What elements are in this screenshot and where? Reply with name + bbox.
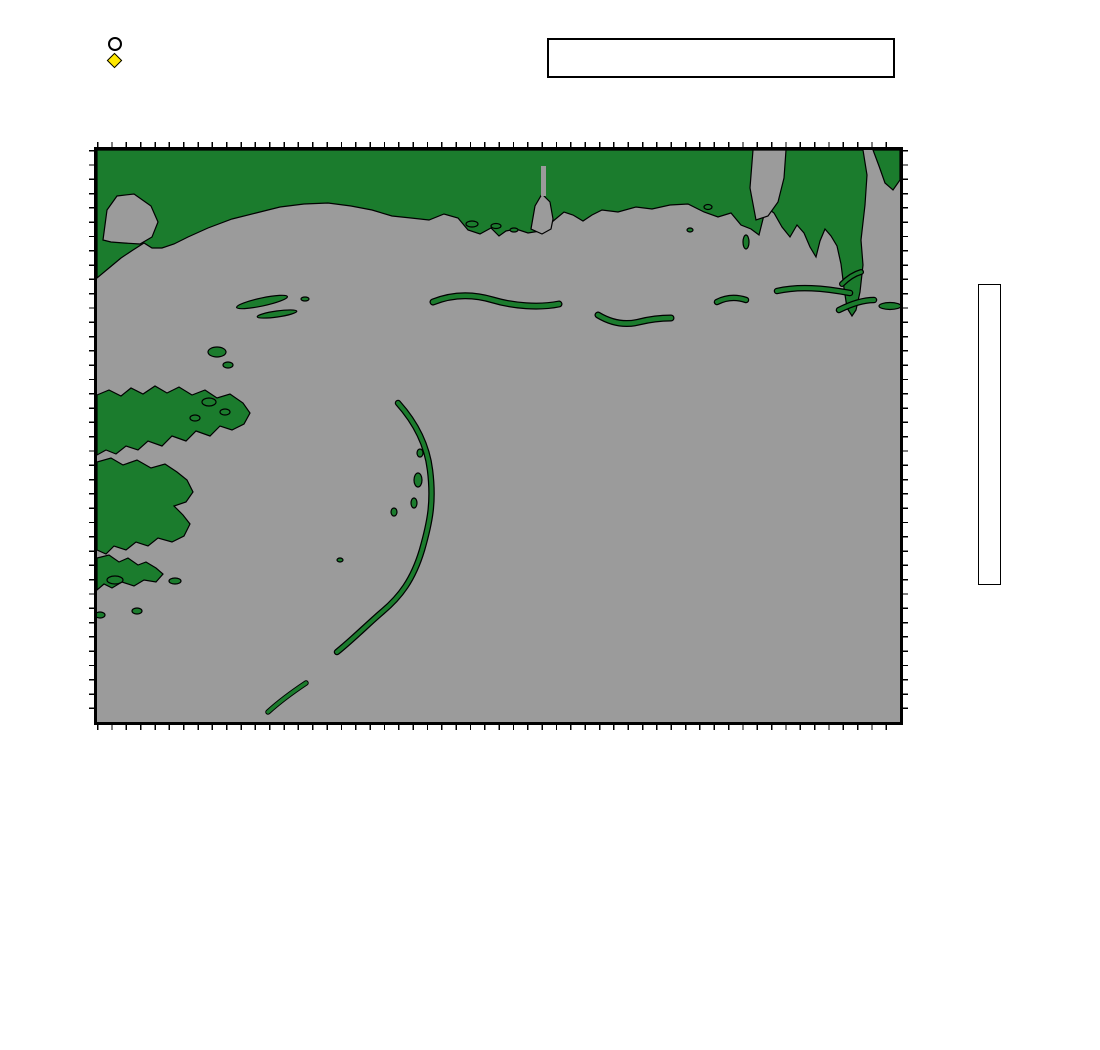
legend-row-usm — [108, 36, 126, 52]
minor-ticks-left — [89, 150, 94, 722]
vector-scale-box — [547, 38, 895, 78]
map-canvas — [97, 150, 900, 722]
legend-row-ndbc — [108, 52, 126, 68]
minor-ticks-bottom — [97, 725, 900, 730]
map-plot — [97, 150, 900, 722]
minor-ticks-top — [97, 142, 900, 147]
usm-station-icon — [108, 37, 122, 51]
minor-ticks-right — [903, 150, 908, 722]
river-channel — [541, 166, 546, 196]
ndbc-station-icon — [107, 52, 123, 68]
colorbar — [978, 284, 1001, 585]
map-legend — [108, 36, 126, 68]
